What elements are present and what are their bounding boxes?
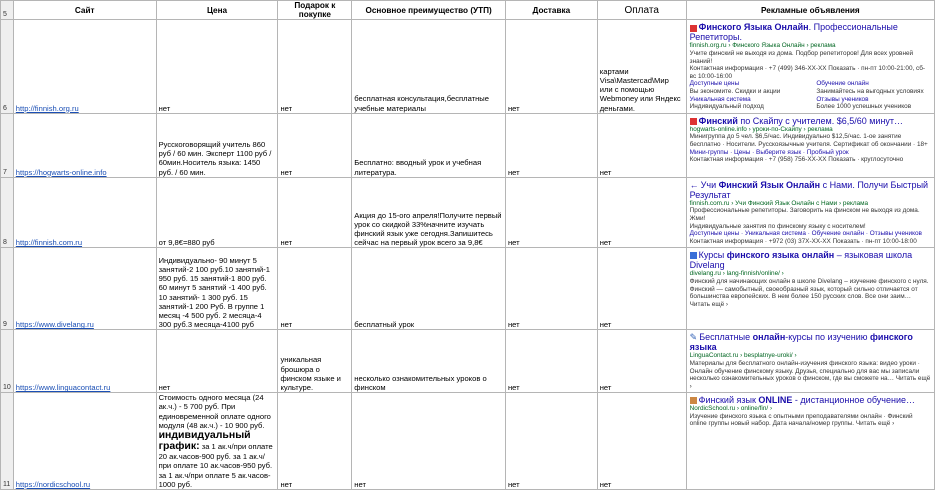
ad-cell[interactable] bbox=[686, 20, 934, 113]
delivery-cell[interactable]: нет bbox=[505, 393, 597, 490]
ad-title[interactable]: Курсы финского языка онлайн – языковая школа Divelang bbox=[689, 250, 913, 271]
ad-url[interactable]: NordicSchool.ru › online/fin/ › bbox=[689, 405, 773, 413]
site-link[interactable]: https://www.divelang.ru bbox=[15, 320, 94, 330]
gift-cell[interactable]: нет bbox=[278, 177, 352, 248]
delivery-cell[interactable]: нет bbox=[505, 20, 597, 113]
ad-title[interactable]: Финский язык ONLINE - дистанционное обучение… bbox=[690, 395, 931, 405]
ad-description: Учите финский не выходя из дома. Подбор репетиторов! Для всех уровней знаний! bbox=[689, 50, 914, 65]
col-header-delivery[interactable]: Доставка bbox=[505, 1, 597, 20]
row-number[interactable]: 8 bbox=[1, 177, 14, 248]
sitelink[interactable]: Обучение онлайн bbox=[816, 80, 869, 88]
favicon-icon bbox=[690, 118, 697, 125]
ad-url[interactable]: divelang.ru › lang-finnish/online/ › bbox=[689, 270, 784, 278]
usp-cell[interactable]: Бесплатно: вводный урок и учебная литература. bbox=[352, 113, 506, 177]
ad-title[interactable]: ← Учи Финский Язык Онлайн с Нами. Получи Быстрый Результат bbox=[689, 179, 929, 200]
table-row bbox=[1, 113, 935, 177]
row-number[interactable]: 11 bbox=[1, 393, 14, 490]
image-icon bbox=[690, 397, 697, 404]
ad-sitelinks[interactable]: Мини-группы · Цены · Выберите язык · Пробный урок bbox=[689, 148, 849, 156]
sitelink[interactable]: Отзывы учеников bbox=[816, 95, 869, 103]
price-cell[interactable]: нет bbox=[156, 20, 278, 113]
ad-description: Профессиональные репетиторы. Заговорить на финском не выходя из дома. Жми! bbox=[689, 207, 920, 222]
ad-description: Минигруппа до 5 чел. $6,5/час. Индивидуально $12,5/час. 1-ое занятие бесплатно · Носители. Русскоязычные учителя. Сертификат об окончании · 18+ bbox=[689, 133, 928, 148]
ad-contact[interactable]: Контактная информация · +7 (958) 756-XX-XX Показать · круглосуточно bbox=[689, 156, 904, 164]
site-link[interactable]: http://finnish.org.ru bbox=[15, 103, 79, 113]
delivery-cell[interactable]: нет bbox=[505, 177, 597, 248]
sitelink-desc: Более 1000 успешных учеников bbox=[816, 103, 912, 111]
price-cell[interactable]: от 9,8€=880 руб bbox=[156, 177, 278, 248]
ad-sitelinks[interactable]: Доступные цены · Уникальная система · Обучение онлайн · Отзывы учеников bbox=[689, 230, 922, 238]
site-cell[interactable] bbox=[13, 20, 156, 113]
ad-description: Материалы для бесплатного онлайн-изучения финского языка: видео уроки · Онлайн обучение финскому языку. Друзья, специально для вас мы записали несколько ознакомительных уроков о финском, где вы сможете на… Читать ещё › bbox=[689, 359, 931, 390]
usp-cell[interactable]: несколько ознакомительных уроков о финском bbox=[352, 330, 506, 393]
site-cell[interactable] bbox=[13, 393, 156, 490]
col-header-site[interactable]: Сайт bbox=[13, 1, 156, 20]
gift-cell[interactable]: уникальная брошюра о финском языке и культуре. bbox=[278, 330, 352, 393]
ad-url[interactable]: finnish.org.ru › Финского Языка Онлайн › реклама bbox=[689, 42, 836, 50]
row-number[interactable]: 7 bbox=[1, 113, 14, 177]
col-header-usp[interactable]: Основное преимущество (УТП) bbox=[352, 1, 506, 20]
site-cell[interactable] bbox=[13, 113, 156, 177]
ad-url[interactable]: LinguaContact.ru › besplatnye-uroki/ › bbox=[689, 352, 797, 360]
ad-title[interactable]: Финского Языка Онлайн. Профессиональные Репетиторы. bbox=[689, 22, 898, 43]
price-cell[interactable] bbox=[156, 393, 278, 490]
price-text-2: за 1 ак.ч/при оплате 20 ак.часов-900 руб. за 1 ак.ч/при оплате 10 ак.часов-950 руб. за 1 ак.ч/при оплате 5 ак.часов- 1000 руб. bbox=[158, 442, 273, 489]
price-cell[interactable]: Индивидуально- 90 минут 5 занятий-2 100 руб.10 занятий-1 950 руб. 15 занятий-1 800 руб. 60 минут 5 занятий -1 400 руб. 10 занятий- 1 300 руб. 15 занятий-1 200 Руб. В группе 1 месяц -4 500 руб. 2 месяца-4 300 руб.3 месяца-4100 руб bbox=[156, 248, 278, 330]
usp-cell[interactable]: нет bbox=[352, 393, 506, 490]
table-row bbox=[1, 20, 935, 113]
sitelink-desc: Вы экономите. Скидки и акции bbox=[689, 87, 781, 95]
ad-cell[interactable] bbox=[686, 248, 934, 330]
sitelink[interactable]: Доступные цены bbox=[689, 80, 740, 88]
price-cell[interactable]: Русскоговорящий учитель 860 руб / 60 мин. Эксперт 1100 руб / 60мин.Носитель языка: 1450 руб. / 60 мин. bbox=[156, 113, 278, 177]
site-cell[interactable] bbox=[13, 177, 156, 248]
ad-title[interactable]: ✎ Бесплатные онлайн-курсы по изучению финского языка bbox=[689, 332, 913, 353]
ad-description-2: Индивидуальные занятия по финскому языку с носителем! bbox=[689, 222, 866, 230]
pin-icon: ✎ bbox=[689, 332, 698, 343]
delivery-cell[interactable]: нет bbox=[505, 113, 597, 177]
site-link[interactable]: https://nordicschool.ru bbox=[15, 479, 91, 489]
sitelink-desc: Индивидуальный подход bbox=[689, 103, 764, 111]
price-bold-text: индивидуальный график: bbox=[158, 429, 251, 453]
site-link[interactable]: http://finnish.com.ru bbox=[15, 238, 83, 248]
site-cell[interactable] bbox=[13, 248, 156, 330]
document-icon bbox=[690, 252, 697, 259]
arrow-left-icon: ← bbox=[689, 179, 699, 190]
col-header-gift[interactable]: Подарок к покупке bbox=[278, 1, 352, 20]
col-header-ads[interactable]: Рекламные объявления bbox=[686, 1, 934, 20]
table-row bbox=[1, 177, 935, 248]
col-header-payment[interactable]: Оплата bbox=[597, 1, 686, 20]
table-row bbox=[1, 393, 935, 490]
payment-cell[interactable]: нет bbox=[597, 177, 686, 248]
row-number[interactable]: 5 bbox=[1, 1, 14, 20]
row-number[interactable]: 10 bbox=[1, 330, 14, 393]
gift-cell[interactable]: нет bbox=[278, 248, 352, 330]
sitelink-desc: Занимайтесь на выгодных условиях bbox=[816, 87, 924, 95]
row-number[interactable]: 6 bbox=[1, 20, 14, 113]
payment-cell[interactable]: нет bbox=[597, 113, 686, 177]
price-cell[interactable]: нет bbox=[156, 330, 278, 393]
ad-description: Финский для начинающих онлайн в школе Divelang – изучение финского с нуля. Финский — самобытный, своеобразный язык, который сильно отличается от большинства европейских. В нем более 150 русских слов. Все они заим… Читать ещё › bbox=[689, 277, 929, 308]
payment-cell[interactable]: нет bbox=[597, 393, 686, 490]
sitelink[interactable]: Уникальная система bbox=[689, 95, 751, 103]
site-cell[interactable] bbox=[13, 330, 156, 393]
gift-cell[interactable]: нет bbox=[278, 393, 352, 490]
delivery-cell[interactable]: нет bbox=[505, 248, 597, 330]
col-header-price[interactable]: Цена bbox=[156, 1, 278, 20]
ad-url[interactable]: finnish.com.ru › Учи Финский Язык Онлайн с Нами › реклама bbox=[689, 199, 869, 207]
favicon-icon bbox=[690, 25, 697, 32]
ad-cell[interactable] bbox=[686, 330, 934, 393]
header-row bbox=[1, 1, 935, 20]
site-link[interactable]: https://hogwarts-online.info bbox=[15, 167, 107, 177]
ad-sitelinks bbox=[690, 80, 931, 110]
delivery-cell[interactable]: нет bbox=[505, 330, 597, 393]
usp-cell[interactable]: бесплатная консультация,бесплатные учебные материалы bbox=[352, 20, 506, 113]
usp-cell[interactable]: Акция до 15-ого апреля!Получите первый урок со скидкой 33%начните изучать финский язык уже сегодня.Запишитесь сейчас на первый урок всего за 9,8€ bbox=[352, 177, 506, 248]
table-row bbox=[1, 248, 935, 330]
ad-cell[interactable] bbox=[686, 177, 934, 248]
payment-cell[interactable]: картами Visa\Mastercad\Мир или с помощью Webmoney или Яндекс деньгами. bbox=[597, 20, 686, 113]
ad-cell[interactable] bbox=[686, 113, 934, 177]
gift-cell[interactable]: нет bbox=[278, 20, 352, 113]
ad-contact[interactable]: Контактная информация · +972 (03) 37X-XX-XX Показать · пн-пт 10:00-18:00 bbox=[689, 237, 917, 245]
payment-cell[interactable]: нет bbox=[597, 248, 686, 330]
price-text: Стоимость одного месяца (24 ак.ч.) - 5 700 руб. При единовременной оплате одного модуля (48 ак.ч.) - 10 900 руб. bbox=[158, 393, 271, 430]
site-link[interactable]: https://www.linguacontact.ru bbox=[15, 383, 111, 393]
usp-cell[interactable]: бесплатный урок bbox=[352, 248, 506, 330]
ad-description: Изучение финского языка с опытными преподавателями онлайн · Финский online группы новый набор. Дата начала/номер группы. Читать ещё › bbox=[689, 412, 913, 428]
gift-cell[interactable]: нет bbox=[278, 113, 352, 177]
ad-url[interactable]: hogwarts-online.info › уроки-по-Скайпу › реклама bbox=[689, 125, 833, 133]
ad-cell[interactable] bbox=[686, 393, 934, 490]
ad-contact[interactable]: Контактная информация · +7 (499) 346-XX-XX Показать · пн-пт 10:00-21:00, сб-вс 10:00-16:00 bbox=[689, 65, 926, 80]
row-number[interactable]: 9 bbox=[1, 248, 14, 330]
table-row bbox=[1, 330, 935, 393]
payment-cell[interactable]: нет bbox=[597, 330, 686, 393]
ad-title[interactable]: Финский по Скайпу с учителем. $6,5/60 минут… bbox=[690, 116, 931, 126]
